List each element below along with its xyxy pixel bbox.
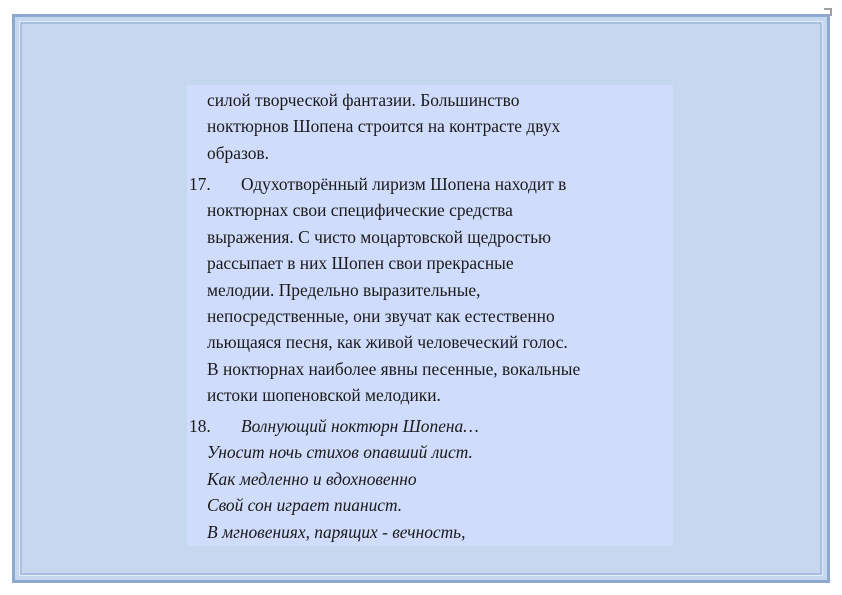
text-line: льющаяся песня, как живой человеческий голос. — [207, 332, 568, 353]
text-line: ноктюрнов Шопена строится на контрасте двух — [207, 116, 561, 137]
text-line: рассыпает в них Шопен свои прекрасные — [207, 253, 514, 274]
poem-line: Свой сон играет пианист. — [207, 495, 403, 516]
poem-line: Как медленно и вдохновенно — [207, 468, 417, 489]
text-line-content: Волнующий ноктюрн Шопена… — [241, 416, 479, 436]
text-line: мелодии. Предельно выразительные, — [207, 279, 481, 300]
poem-line: В мгновениях, парящих - вечность, — [207, 521, 466, 542]
text-line — [187, 413, 673, 439]
text-line-content: Одухотворённый лиризм Шопена находит в — [241, 174, 567, 194]
text-line — [187, 171, 673, 197]
text-line: ноктюрнах свои специфические средства — [207, 200, 513, 221]
text-line: силой творческой фантазии. Большинство — [207, 90, 520, 110]
text-content-box — [187, 85, 673, 546]
paragraph-17 — [187, 171, 673, 409]
poem-line: Уносит ночь стихов опавший лист. — [207, 442, 473, 463]
paragraph-number: 18. — [189, 416, 211, 436]
paragraph-18-poem — [187, 413, 673, 545]
text-line: непосредственные, они звучат как естественно — [207, 306, 555, 327]
paragraph-number: 17. — [189, 174, 211, 194]
text-line: истоки шопеновской мелодики. — [207, 385, 441, 406]
text-line: В ноктюрнах наиболее явны песенные, вокальные — [207, 358, 581, 379]
text-line: выражения. С чисто моцартовской щедростью — [207, 226, 552, 247]
paragraph-continuation — [187, 87, 673, 166]
text-line: образов. — [207, 142, 269, 163]
